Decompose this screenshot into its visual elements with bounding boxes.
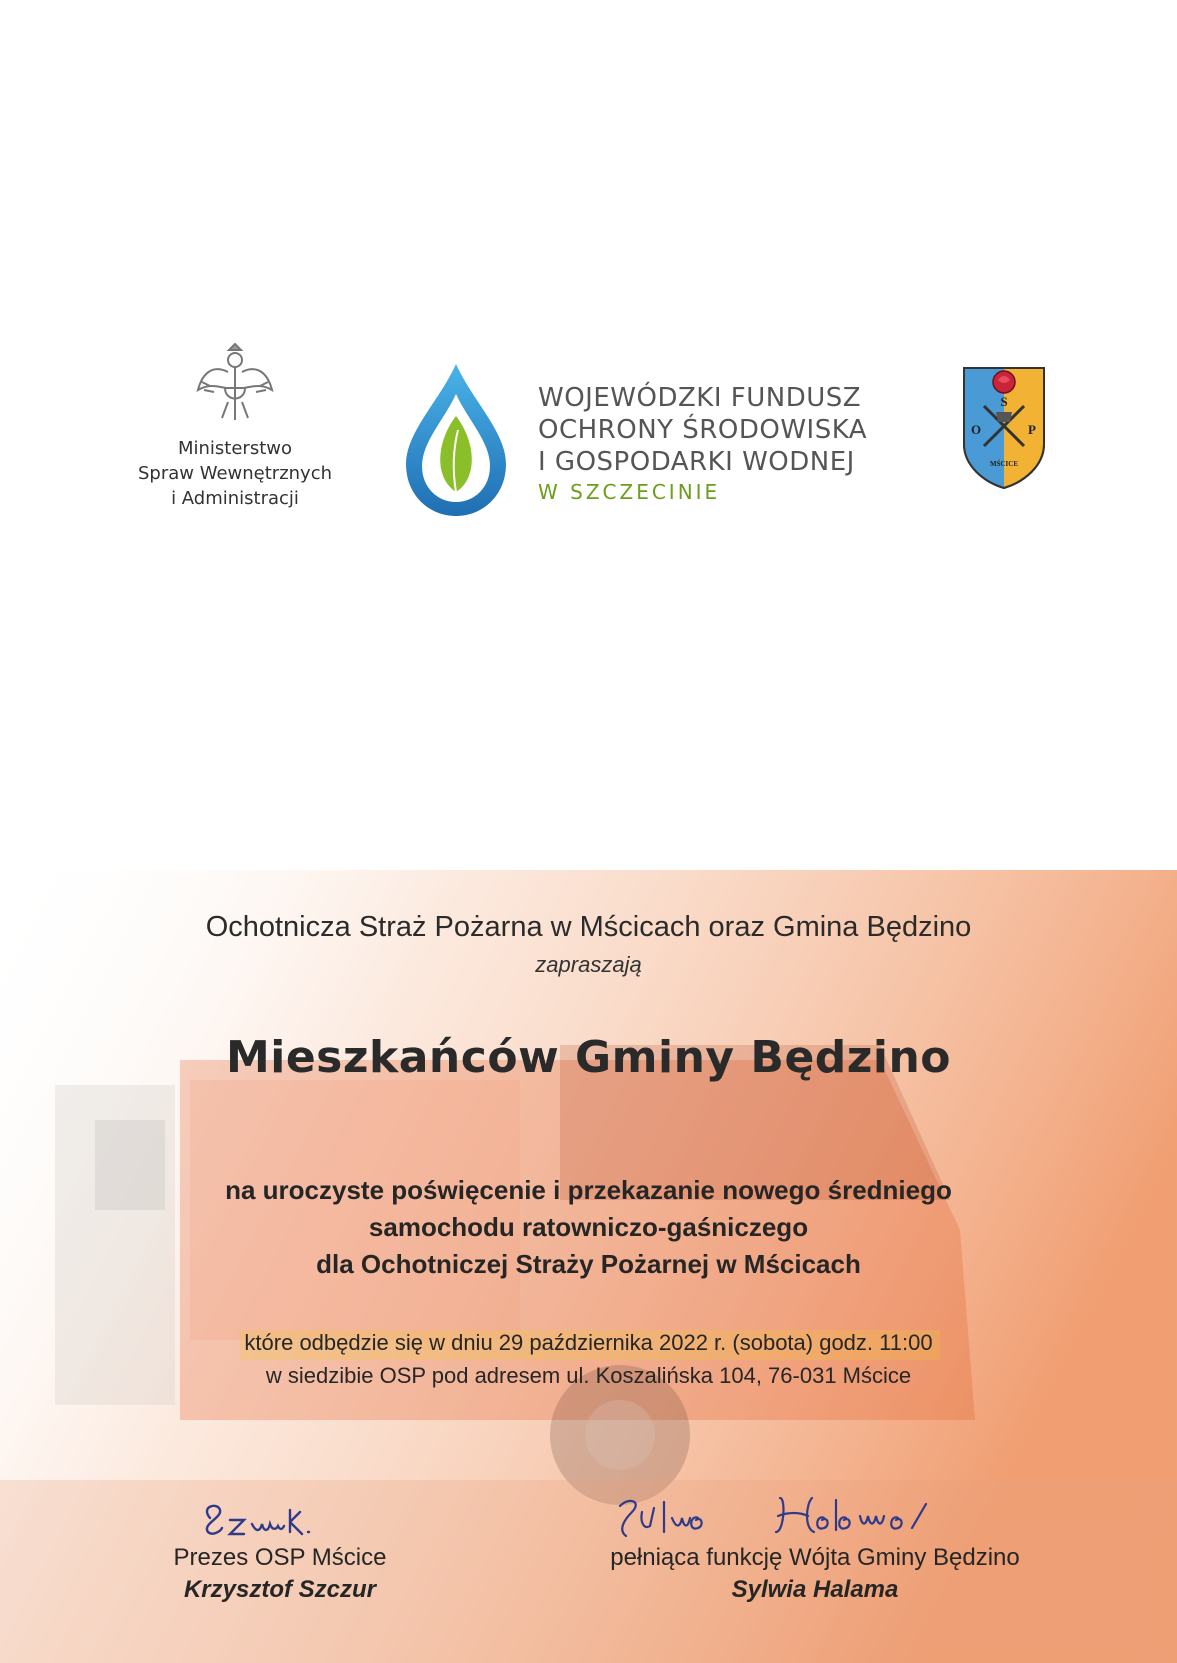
ministry-name-line: Spraw Wewnętrznych <box>137 463 333 484</box>
event-address-line: w siedzibie OSP pod adresem ul. Koszalińska 104, 76-031 Mścice <box>265 1363 912 1388</box>
signature-block-right <box>580 1488 1050 1606</box>
svg-text:MŚCICE: MŚCICE <box>989 460 1019 468</box>
ministry-name-line: i Administracji <box>171 488 299 509</box>
signer-name: Sylwia Halama <box>731 1576 899 1603</box>
ministry-logo <box>110 338 360 511</box>
polish-eagle-icon <box>192 338 278 424</box>
svg-text:P: P <box>1028 422 1036 437</box>
signature-block-left <box>150 1488 410 1606</box>
water-drop-leaf-icon <box>400 360 512 520</box>
osp-shield-icon <box>958 362 1050 492</box>
event-details <box>0 1326 1177 1392</box>
event-date-line: które odbędzie się w dniu 29 października 2022 r. (sobota) godz. 11:00 <box>244 1330 933 1355</box>
svg-text:O: O <box>970 422 982 437</box>
svg-text:S: S <box>1000 394 1008 409</box>
fund-name-line: I GOSPODARKI WODNEJ <box>538 447 855 477</box>
organizers-line: Ochotnicza Straż Pożarna w Mścicach oraz Gmina Będzino <box>205 911 972 943</box>
ministry-name-line: Ministerstwo <box>177 438 293 459</box>
audience-headline: Mieszkańców Gminy Będzino <box>225 1032 952 1083</box>
fund-city: W SZCZECINIE <box>538 480 721 504</box>
signer-role: pełniąca funkcję Wójta Gminy Będzino <box>610 1544 1020 1571</box>
wfosigw-logo <box>400 360 900 520</box>
fund-name-line: WOJEWÓDZKI FUNDUSZ <box>538 383 862 413</box>
purpose-line: samochodu ratowniczo-gaśniczego <box>368 1212 809 1242</box>
signer-role: Prezes OSP Mścice <box>173 1544 387 1571</box>
handwritten-signature <box>580 1488 1050 1542</box>
fund-name-line: OCHRONY ŚRODOWISKA <box>538 415 868 445</box>
purpose-line: dla Ochotniczej Straży Pożarnej w Mścicach <box>316 1249 861 1279</box>
invite-verb: zapraszają <box>535 952 642 977</box>
purpose-paragraph <box>0 1172 1177 1283</box>
signer-name: Krzysztof Szczur <box>183 1576 377 1603</box>
handwritten-signature <box>150 1488 410 1542</box>
purpose-line: na uroczyste poświęcenie i przekazanie nowego średniego <box>225 1175 952 1205</box>
